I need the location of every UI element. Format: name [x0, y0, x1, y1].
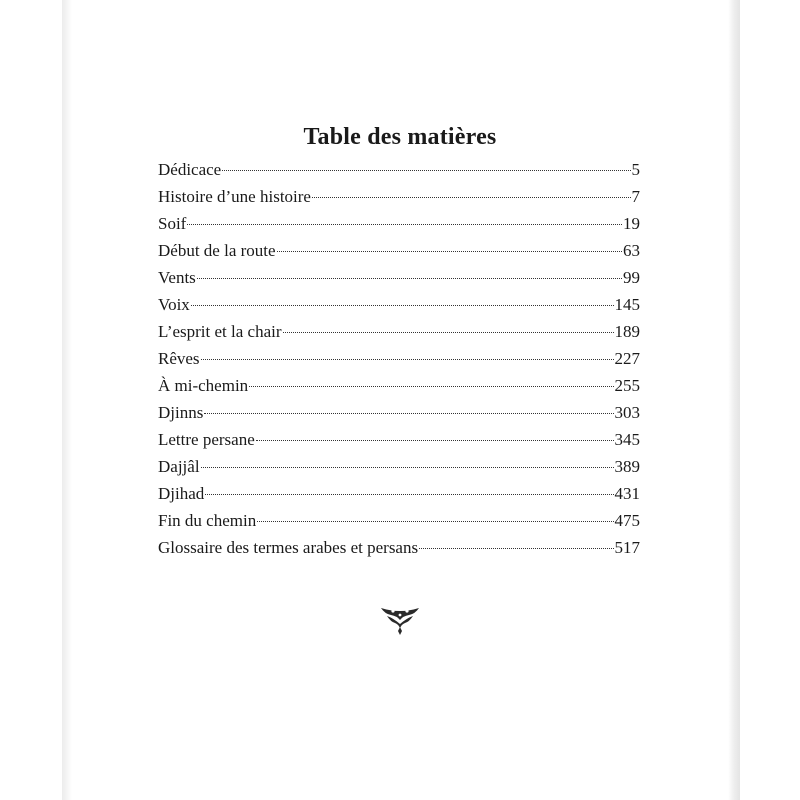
toc-entry-page: 389	[614, 457, 640, 476]
toc-entry-page: 475	[614, 511, 640, 530]
dot-leader	[201, 359, 614, 360]
dot-leader	[197, 278, 622, 279]
page-title: Table des matières	[303, 124, 497, 151]
toc-entry-page: 63	[623, 241, 640, 260]
toc-entry	[158, 210, 640, 237]
toc-entry-page: 345	[614, 430, 640, 449]
toc-entry	[158, 534, 640, 561]
toc-entry-page: 431	[614, 484, 640, 503]
dot-leader	[222, 170, 630, 171]
toc-entry-label: Vents	[158, 268, 196, 287]
toc-entry	[158, 399, 640, 426]
toc-entry	[158, 291, 640, 318]
toc-entry-label: Voix	[158, 295, 190, 314]
toc-entry-label: Lettre persane	[158, 430, 255, 449]
toc-entry-page: 227	[614, 349, 640, 368]
toc-entry-label: Dajjâl	[158, 457, 200, 476]
dot-leader	[419, 548, 613, 549]
dot-leader	[312, 197, 631, 198]
toc-entry	[158, 237, 640, 264]
toc-entry-page: 517	[614, 538, 640, 557]
toc-entry	[158, 372, 640, 399]
toc-entry-label: Dédicace	[158, 160, 222, 179]
dot-leader	[257, 521, 613, 522]
toc-entry-page: 145	[614, 295, 640, 314]
toc-entry-label: Fin du chemin	[158, 511, 257, 530]
dot-leader	[204, 413, 613, 414]
toc-entry	[158, 183, 640, 210]
dot-leader	[256, 440, 614, 441]
toc-entry	[158, 426, 640, 453]
dot-leader	[277, 251, 622, 252]
toc-entry-label: Rêves	[158, 349, 200, 368]
toc-entry	[158, 345, 640, 372]
toc-entry-page: 189	[614, 322, 640, 341]
toc-entry-page: 7	[631, 187, 640, 206]
toc-entry-label: À mi-chemin	[158, 376, 249, 395]
toc-entry-label: Djinns	[158, 403, 204, 422]
toc-entry	[158, 480, 640, 507]
dot-leader	[191, 305, 614, 306]
toc-entry	[158, 156, 640, 183]
dot-leader	[187, 224, 622, 225]
dot-leader	[249, 386, 613, 387]
toc-entry-label: Histoire d’une histoire	[158, 187, 311, 206]
toc-entry-label: L’esprit et la chair	[158, 322, 282, 341]
dot-leader	[283, 332, 614, 333]
page-edge-right	[728, 0, 740, 800]
toc-entry-label: Soif	[158, 214, 187, 233]
dot-leader	[201, 467, 614, 468]
toc-entry-label: Début de la route	[158, 241, 276, 260]
toc-entry-page: 99	[623, 268, 640, 287]
toc-entry-label: Glossaire des termes arabes et persans	[158, 538, 419, 557]
fleuron-ornament-icon	[379, 606, 421, 636]
toc-entry-page: 19	[623, 214, 640, 233]
page-edge-left	[62, 0, 72, 800]
toc-entry	[158, 264, 640, 291]
toc-entry	[158, 453, 640, 480]
dot-leader	[205, 494, 613, 495]
toc-entry-page: 5	[631, 160, 640, 179]
toc-entry-page: 255	[614, 376, 640, 395]
toc-entry	[158, 507, 640, 534]
toc-entry-page: 303	[614, 403, 640, 422]
toc-entry-label: Djihad	[158, 484, 205, 503]
table-of-contents	[158, 156, 640, 561]
toc-entry	[158, 318, 640, 345]
